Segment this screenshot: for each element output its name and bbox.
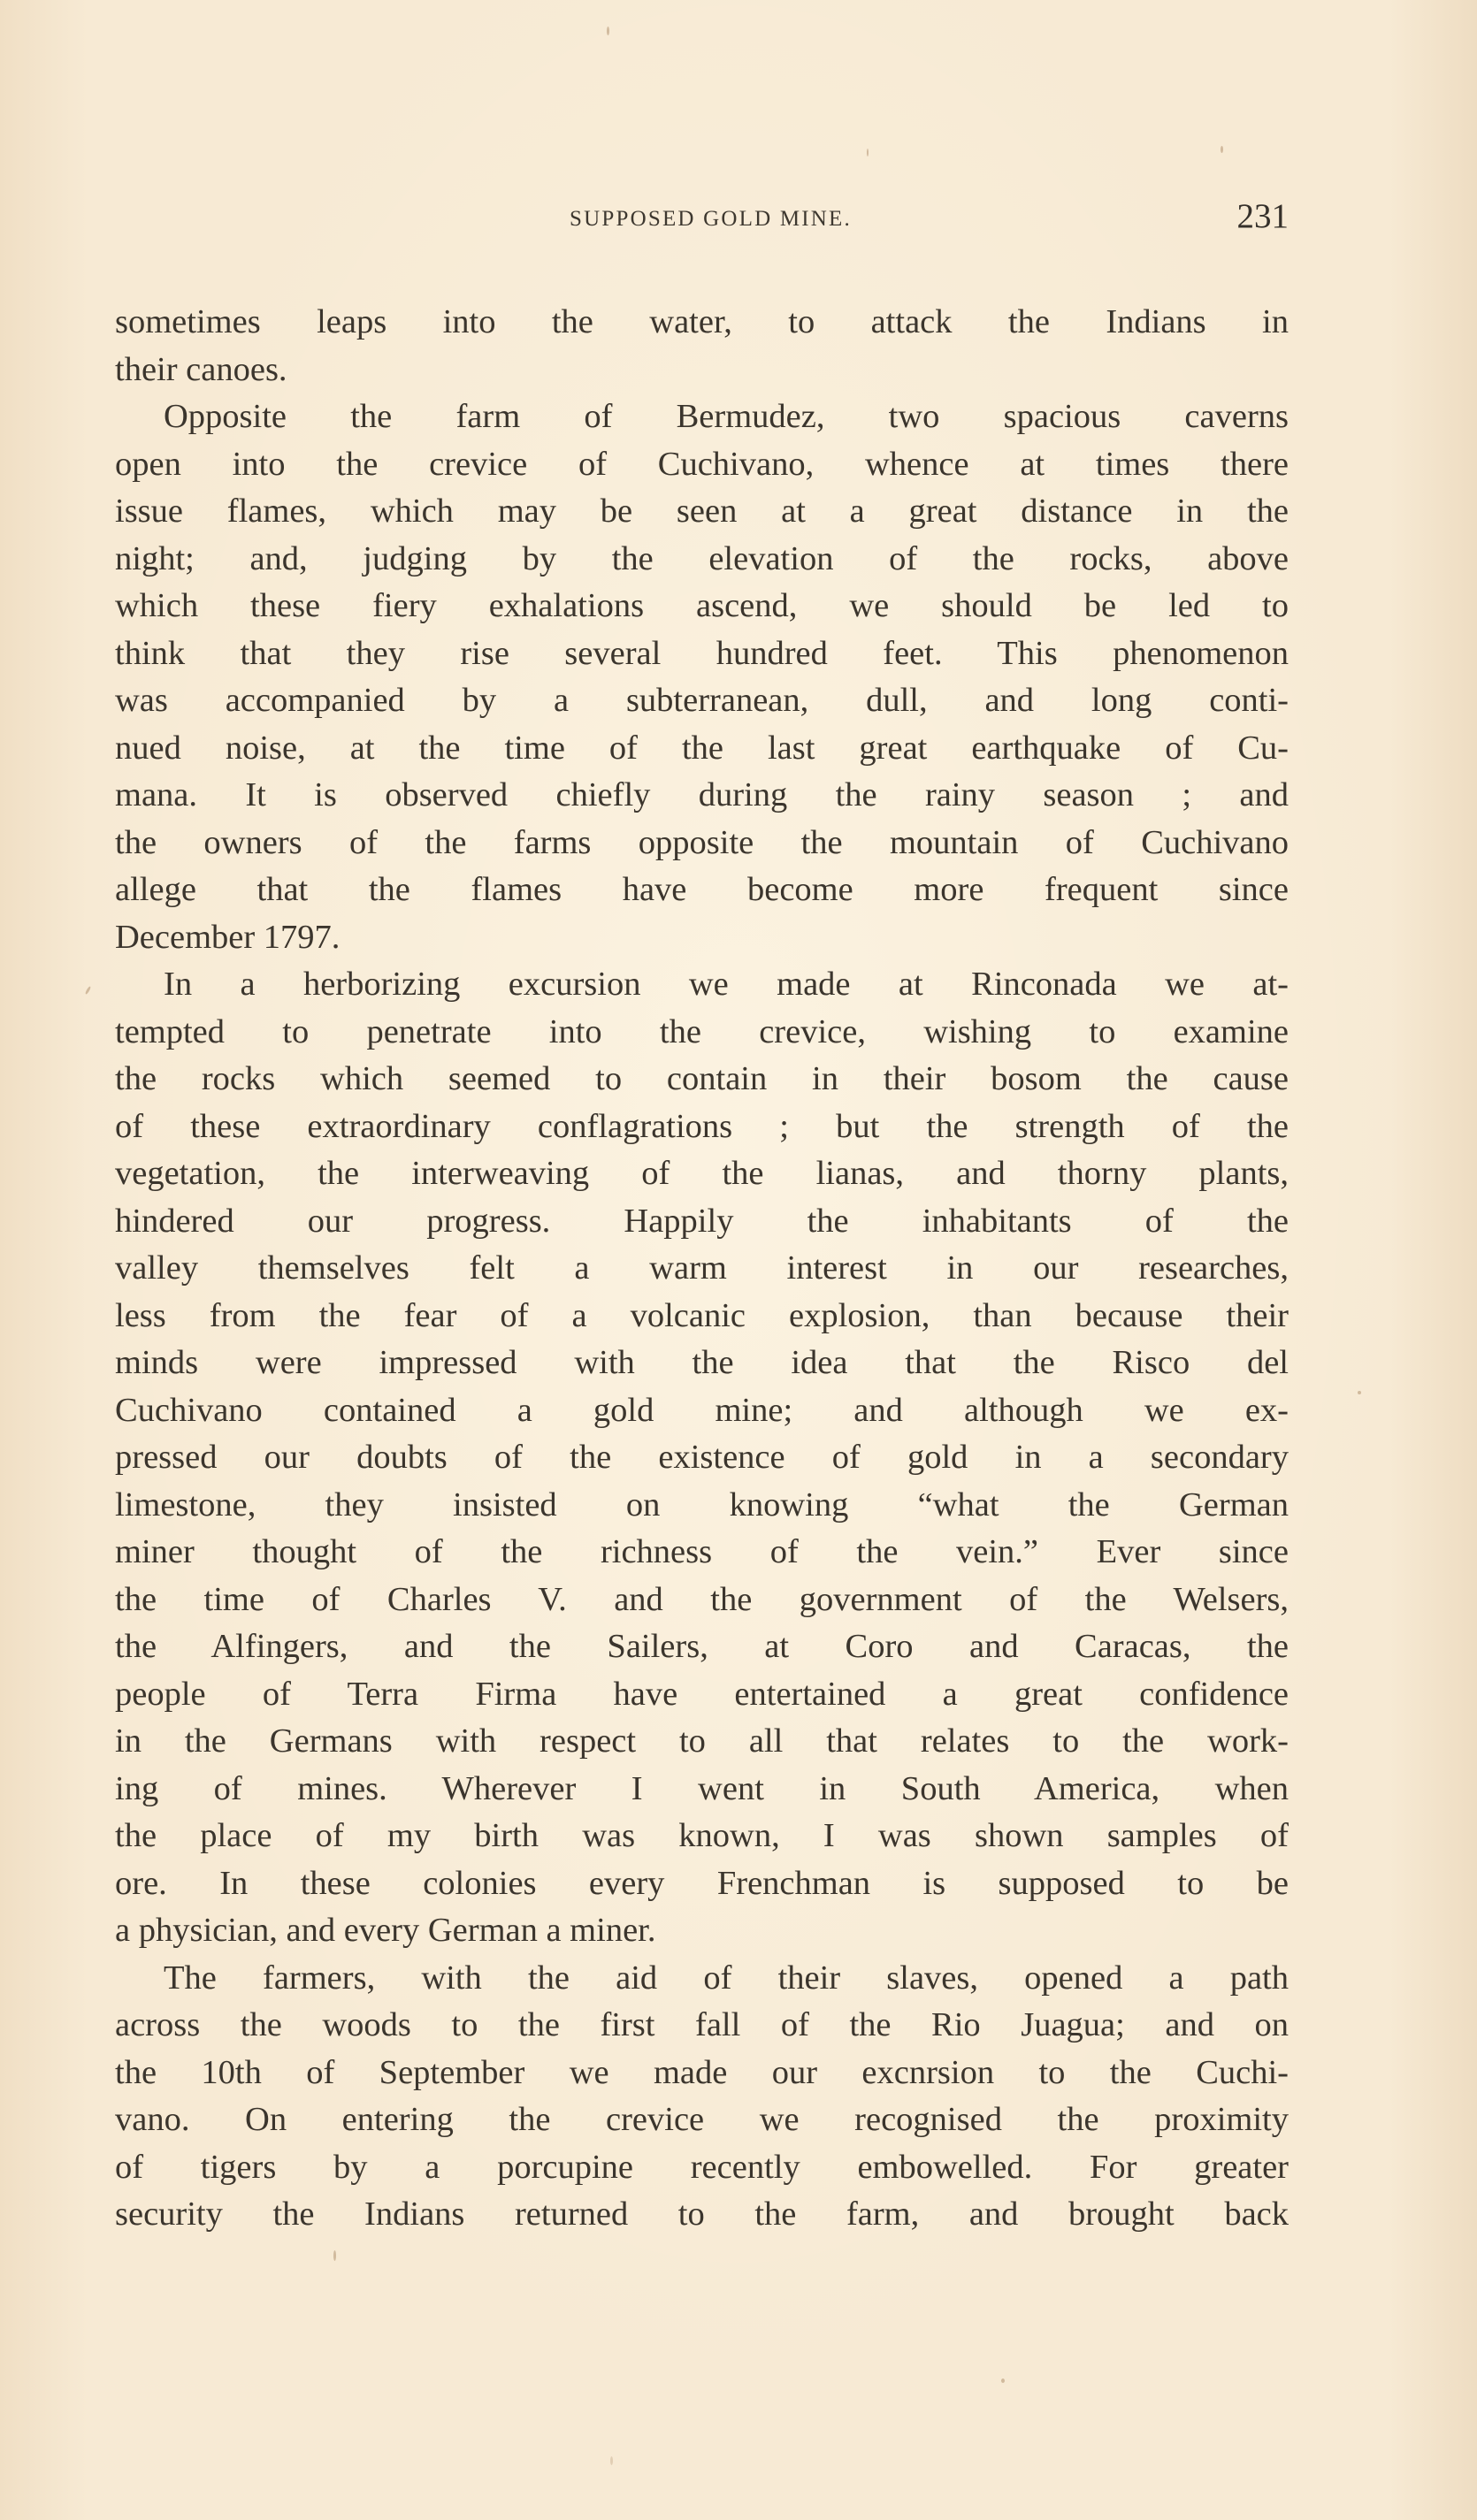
text-line: The farmers, with the aid of their slaves, opened a path bbox=[164, 1959, 1289, 1997]
paragraph bbox=[115, 299, 1289, 393]
text-line: the Alfingers, and the Sailers, at Coro and Caracas, the bbox=[115, 1628, 1289, 1665]
paragraph bbox=[115, 1955, 1289, 2239]
text-line: miner thought of the richness of the vein.” Ever since bbox=[115, 1533, 1289, 1570]
paragraph bbox=[115, 961, 1289, 1955]
paper-speck bbox=[607, 27, 609, 35]
paragraph bbox=[115, 393, 1289, 961]
text-line: allege that the flames have become more frequent since bbox=[115, 871, 1289, 908]
text-line: across the woods to the first fall of the Rio Juagua; and on bbox=[115, 2006, 1289, 2043]
text-line: their canoes. bbox=[115, 350, 287, 388]
text-line: minds were impressed with the idea that the Risco del bbox=[115, 1344, 1289, 1381]
text-line: less from the fear of a volcanic explosion, than because their bbox=[115, 1296, 1289, 1334]
text-line: mana. It is observed chiefly during the rainy season ; and bbox=[115, 776, 1289, 813]
text-line: ing of mines. Wherever I went in South America, when bbox=[115, 1769, 1289, 1807]
text-line: vegetation, the interweaving of the lianas, and thorny plants, bbox=[115, 1155, 1289, 1192]
text-line: the owners of the farms opposite the mountain of Cuchivano bbox=[115, 823, 1289, 861]
text-line: was accompanied by a subterranean, dull, and long conti- bbox=[115, 682, 1289, 719]
text-line: which these fiery exhalations ascend, we should be led to bbox=[115, 587, 1289, 624]
paper-speck bbox=[333, 2250, 336, 2261]
text-line: hindered our progress. Happily the inhabitants of the bbox=[115, 1202, 1289, 1240]
text-line: of these extraordinary conflagrations ; but the strength of the bbox=[115, 1107, 1289, 1145]
text-line: open into the crevice of Cuchivano, whence at times there bbox=[115, 445, 1289, 483]
paper-speck bbox=[1221, 146, 1223, 153]
running-title: SUPPOSED GOLD MINE. bbox=[570, 207, 852, 231]
text-line: the time of Charles V. and the government of the Welsers, bbox=[115, 1580, 1289, 1618]
text-line: issue flames, which may be seen at a great distance in the bbox=[115, 493, 1289, 530]
text-line: security the Indians returned to the farm, and brought back bbox=[115, 2195, 1289, 2233]
text-line: nued noise, at the time of the last great earthquake of Cu- bbox=[115, 729, 1289, 767]
text-line: Cuchivano contained a gold mine; and although we ex- bbox=[115, 1391, 1289, 1429]
text-line: the rocks which seemed to contain in their bosom the cause bbox=[115, 1060, 1289, 1097]
text-line: a physician, and every German a miner. bbox=[115, 1912, 656, 1949]
text-line: December 1797. bbox=[115, 918, 341, 956]
text-line: tempted to penetrate into the crevice, wishing to examine bbox=[115, 1012, 1289, 1050]
text-line: night; and, judging by the elevation of the rocks, above bbox=[115, 539, 1289, 577]
text-line: people of Terra Firma have entertained a great confidence bbox=[115, 1675, 1289, 1713]
paper-speck bbox=[85, 986, 92, 995]
text-line: the 10th of September we made our excnrsion to the Cuchi- bbox=[115, 2053, 1289, 2091]
text-line: the place of my birth was known, I was shown samples of bbox=[115, 1817, 1289, 1854]
paper-speck bbox=[1358, 1391, 1361, 1394]
paper-speck bbox=[867, 149, 869, 157]
text-line: in the Germans with respect to all that relates to the work- bbox=[115, 1722, 1289, 1760]
text-line: think that they rise several hundred feet. This phenomenon bbox=[115, 634, 1289, 672]
paper-speck bbox=[610, 2456, 613, 2465]
page-number: 231 bbox=[1236, 197, 1289, 235]
text-line: ore. In these colonies every Frenchman is supposed to be bbox=[115, 1864, 1289, 1902]
text-line: sometimes leaps into the water, to attack the Indians in bbox=[115, 303, 1289, 340]
text-line: vano. On entering the crevice we recognised the proximity bbox=[115, 2101, 1289, 2138]
body-text bbox=[115, 299, 1289, 2239]
text-line: of tigers by a porcupine recently embowelled. For greater bbox=[115, 2148, 1289, 2186]
paper-speck bbox=[1001, 2379, 1005, 2383]
running-head bbox=[115, 196, 1289, 241]
text-line: limestone, they insisted on knowing “what the German bbox=[115, 1485, 1289, 1523]
text-line: In a herborizing excursion we made at Rinconada we at- bbox=[164, 966, 1289, 1003]
text-line: pressed our doubts of the existence of gold in a secondary bbox=[115, 1439, 1289, 1476]
text-line: Opposite the farm of Bermudez, two spacious caverns bbox=[164, 398, 1289, 435]
text-line: valley themselves felt a warm interest in our researches, bbox=[115, 1249, 1289, 1287]
